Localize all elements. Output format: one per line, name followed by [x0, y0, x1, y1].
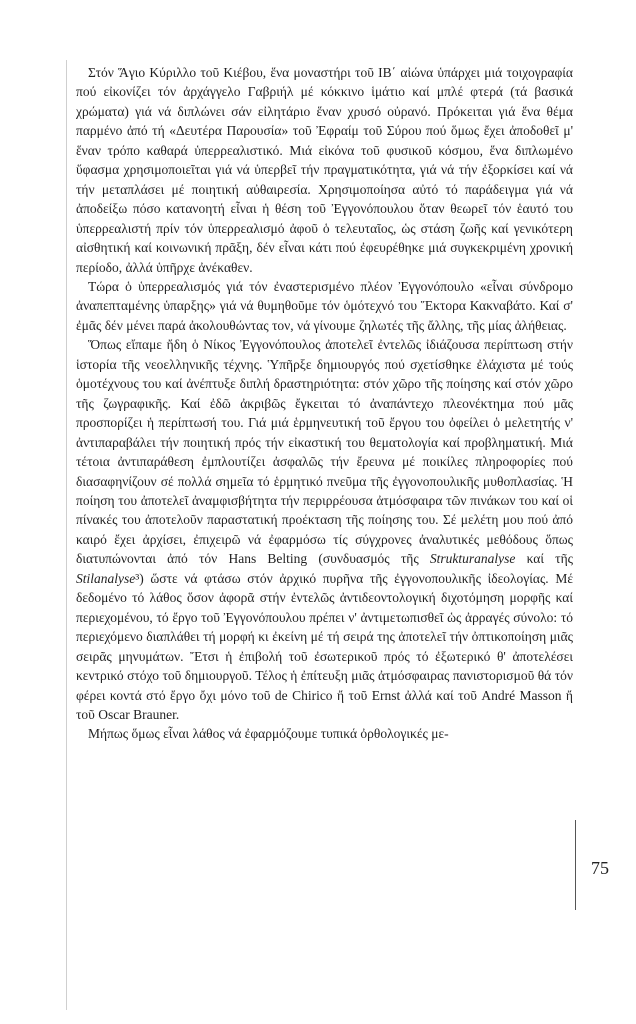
italic-term: Stilanalyse: [76, 570, 136, 586]
paragraph-text: ³) ὥστε νά φτάσω στόν ἀρχικό πυρῆνα τῆς ἐγγονοπουλικῆς ἰδεολογίας. Μέ δεδομένο τό λάθος ὅσον ἀφορᾶ στήν ἐντελῶς ἀντιδεοντολογική διχοτόμηση μορφῆς καί περιεχομένου, τό ἔργο τοῦ Ἐγγονόπουλου πρέπει ν' ἀντιμετωπισθεῖ ὡς ἀρραγές σύνολο: τό περιεχόμενο διαπλάθει τή μορφή κι ἐκείνη μέ τή σειρά της ἀποτελεῖ τήν ὀπτικοποίηση μιᾶς σειρᾶς μηνυμάτων. Ἔτσι ἡ ἐπιβολή τοῦ ἐσωτερικοῦ πρός τό ἐξωτερικό θ' ἀποτελέσει κεντρικό στόχο τοῦ δημιουργοῦ. Τέλος ἡ ἐπίτευξη μιᾶς ἀτμόσφαιρας πανιστορισμοῦ θά τόν φέρει κοντά στό ἔργο ὄχι μόνο τοῦ de Chirico ἤ τοῦ Ernst ἀλλά καί τοῦ André Masson ἤ τοῦ Oscar Brauner.: [76, 570, 573, 722]
body-text: [76, 63, 573, 744]
left-margin-rule: [66, 60, 67, 1010]
page-number: 75: [591, 858, 609, 878]
paragraph-text: Μήπως ὅμως εἶναι λάθος νά ἐφαρμόζουμε τυπικά ὀρθολογικές με-: [88, 726, 449, 742]
paragraph: [76, 63, 573, 277]
paragraph-text: Τώρα ὁ ὑπερρεαλισμός γιά τόν ἐναστερισμένο πλέον Ἐγγονόπουλο «εἶναι σύνδρομο ἀναπεπταμένης ὑπαρξης» γιά νά θυμηθοῦμε τόν ὁμότεχνό του Ἕκτορα Κακναβάτο. Καί σ' ἐμᾶς δέν μένει παρά ἀκολουθώντας τον, νά γίνουμε ζηλωτές τῆς ἄλλης, τῆς μίας ἀλήθειας.: [76, 278, 573, 333]
paragraph: [76, 277, 573, 335]
paragraph: [76, 335, 573, 724]
paragraph-text: Στόν Ἅγιο Κύριλλο τοῦ Κιέβου, ἕνα μοναστήρι τοῦ ΙΒ΄ αἰώνα ὑπάρχει μιά τοιχογραφία πού εἰκονίζει τόν ἀρχάγγελο Γαβριήλ μέ κόκκινο ἱμάτιο καί μπλέ φτερά (τά βασικά χρώματα) γιά νά διπλώνει σάν εἰλητάριο ἕναν χρυσό οὐρανό. Πρόκειται γιά ἕνα θέμα παρμένο ἀπό τή «Δευτέρα Παρουσία» τοῦ Ἐφραίμ τοῦ Σύρου πού ὅμως ἔχει ἀποδοθεῖ μ' ἕναν τρόπο καθαρά ὑπερρεαλιστικό. Μιά εἰκόνα τοῦ φυσικοῦ κόσμου, ἕνα διπλωμένο ὕφασμα χρησιμοποιεῖται γιά νά ὑπερβεῖ τήν πραγματικότητα, γιά νά τήν ἐξορκίσει καί νά τήν μεταπλάσει μέ ποιητική αὐθαιρεσία. Χρησιμοποίησα αὐτό τό παράδειγμα γιά νά ἀποδείξω πόσο κατανοητή εἶναι ἡ θέση τοῦ Ἐγγονόπουλου ὅταν θεωρεῖ τόν ἑαυτό του ὑπερρεαλιστή πρίν τόν ὑπερρεαλισμό ἀφοῦ ὁ τελευταῖος, ὡς στάση ζωῆς καί γενικότερη αἰσθητική καί κοινωνική πρᾶξη, δέν εἶναι κάτι πού ἐφευρέθηκε μιά συγκεκριμένη χρονική περίοδο, ἀλλά ὑπῆρχε ἀνέκαθεν.: [76, 65, 573, 275]
paragraph: [76, 724, 573, 743]
paragraph-text: καί τῆς: [515, 551, 573, 567]
italic-term: Strukturanalyse: [429, 551, 516, 567]
paragraph-text: Ὅπως εἴπαμε ἤδη ὁ Νίκος Ἐγγονόπουλος ἀποτελεῖ ἐντελῶς ἰδιάζουσα περίπτωση στήν ἱστορία τῆς νεοελληνικῆς τέχνης. Ὑπῆρξε δημιουργός πού σχετίσθηκε ἐλάχιστα μέ τούς ὁμοτέχνους του καί ἀνέπτυξε διπλή δραστηριότητα: στόν χῶρο τῆς ποίησης καί στόν χῶρο τῆς ζωγραφικῆς. Καί ἐδῶ ἀκριβῶς ἔγκειται τό ἀναπάντεχο πλεονέκτημα πού μᾶς προσπορίζει ἡ περίπτωσή του. Γιά μιά ἑρμηνευτική τοῦ ἔργου του ὀφείλει ὁ μελετητής ν' ἀντιπαραβάλει τήν ποιητική πρός τήν εἰκαστική του θεματολογία καί προβληματική. Μιά τέτοια ἀντιπαράθεση ἐμπλουτίζει ἀσφαλῶς τήν ἔρευνα μέ ποικίλες πληροφορίες πού διασαφηνίζουν σέ πολλά σημεῖα τό ἑρμητικό πνεῦμα τῆς ἐγγονοπουλικῆς μυθοπλασίας. Ἡ ποίηση του ἀποτελεῖ ἀναμφισβήτητα τήν περιρρέουσα ἀτμόσφαιρα τῶν πινάκων του καί οἱ πίνακές του ἀποτελοῦν παραστατική προέκταση τῆς ποίησης του. Σέ μελέτη μου πού ἀπό καιρό ἔχει ἀρχίσει, ἐπιχειρῶ νά ἐφαρμόσω τίς σύγχρονες ἀναλυτικές μεθόδους ὅπως διατυπώνονται ἀπό τόν Hans Belting (συνδυασμός τῆς: [76, 337, 573, 567]
page-number-rule: [575, 820, 576, 910]
